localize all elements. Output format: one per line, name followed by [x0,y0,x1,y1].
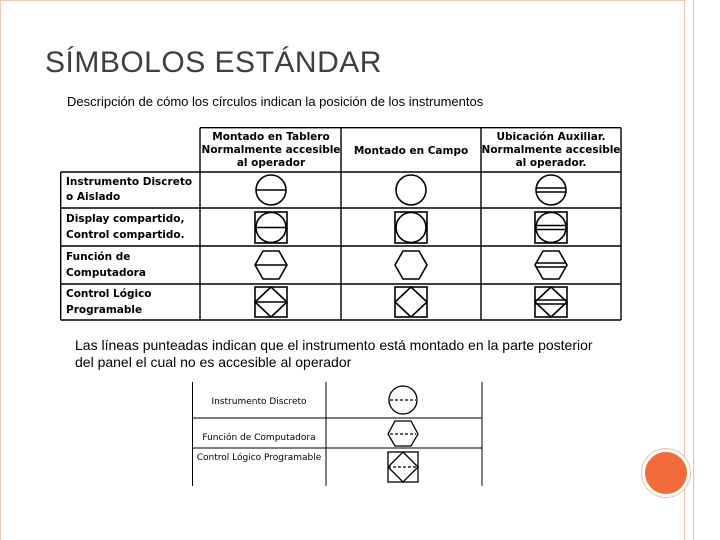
row-label-computer-1: Función de [66,251,131,263]
slide-subtitle: Descripción de cómo los círculos indican la posición de los instrumentos [67,94,484,109]
standard-symbols-table [60,127,622,321]
row-label-discrete-1: Instrumento Discreto [66,176,193,188]
box-circle-icon [395,212,427,243]
dashed-row-label-plc: Control Lógico Programable [196,453,322,463]
circle-dashed-line-icon [389,386,417,414]
hexagon-double-line-icon [535,251,567,279]
hexagon-line-icon [255,251,287,279]
slide-border-top [0,0,684,1]
header-panel-line-3: al operador [236,157,306,169]
row-label-plc-1: Control Lógico [66,288,152,300]
row-label-shared-1: Display compartido, [66,213,185,225]
circle-double-line-icon [536,175,566,205]
hexagon-dashed-line-icon [388,421,418,446]
circle-icon [396,175,426,205]
row-label-plc-2: Programable [66,304,143,316]
slide-border-left [0,0,1,540]
dashed-symbols-table [192,382,484,486]
row-label-computer-2: Computadora [66,267,146,279]
row-label-shared-2: Control compartido. [66,229,185,241]
box-diamond-dashed-line-icon [388,452,418,482]
header-auxiliary-line-3: al operador. [515,157,587,169]
circle-line-icon [256,175,286,205]
dashed-row-label-discrete: Instrumento Discreto [211,397,307,407]
dashed-row-label-computer: Función de Computadora [202,433,316,443]
box-circle-line-icon [255,212,287,243]
box-diamond-double-line-icon [535,287,567,317]
header-panel-line-1: Montado en Tablero [212,131,330,143]
header-auxiliary-line-1: Ubicación Auxiliar. [496,131,606,143]
box-diamond-icon [395,287,427,317]
header-field: Montado en Campo [353,145,469,157]
box-diamond-line-icon [255,287,287,317]
row-label-discrete-2: o Aislado [66,191,121,203]
note-text: Las líneas punteadas indican que el instrumento está montado en la parte posterior del panel el cual no es accesible al operador [75,337,593,370]
hexagon-icon [395,251,427,279]
decorative-orange-circle-icon [642,449,690,497]
box-circle-double-line-icon [535,212,567,243]
header-panel-line-2: Normalmente accesible [201,144,341,156]
slide-border-right-outer [693,0,694,540]
slide-title: SÍMBOLOS ESTÁNDAR [45,46,382,79]
header-auxiliary-line-2: Normalmente accesible [481,144,621,156]
